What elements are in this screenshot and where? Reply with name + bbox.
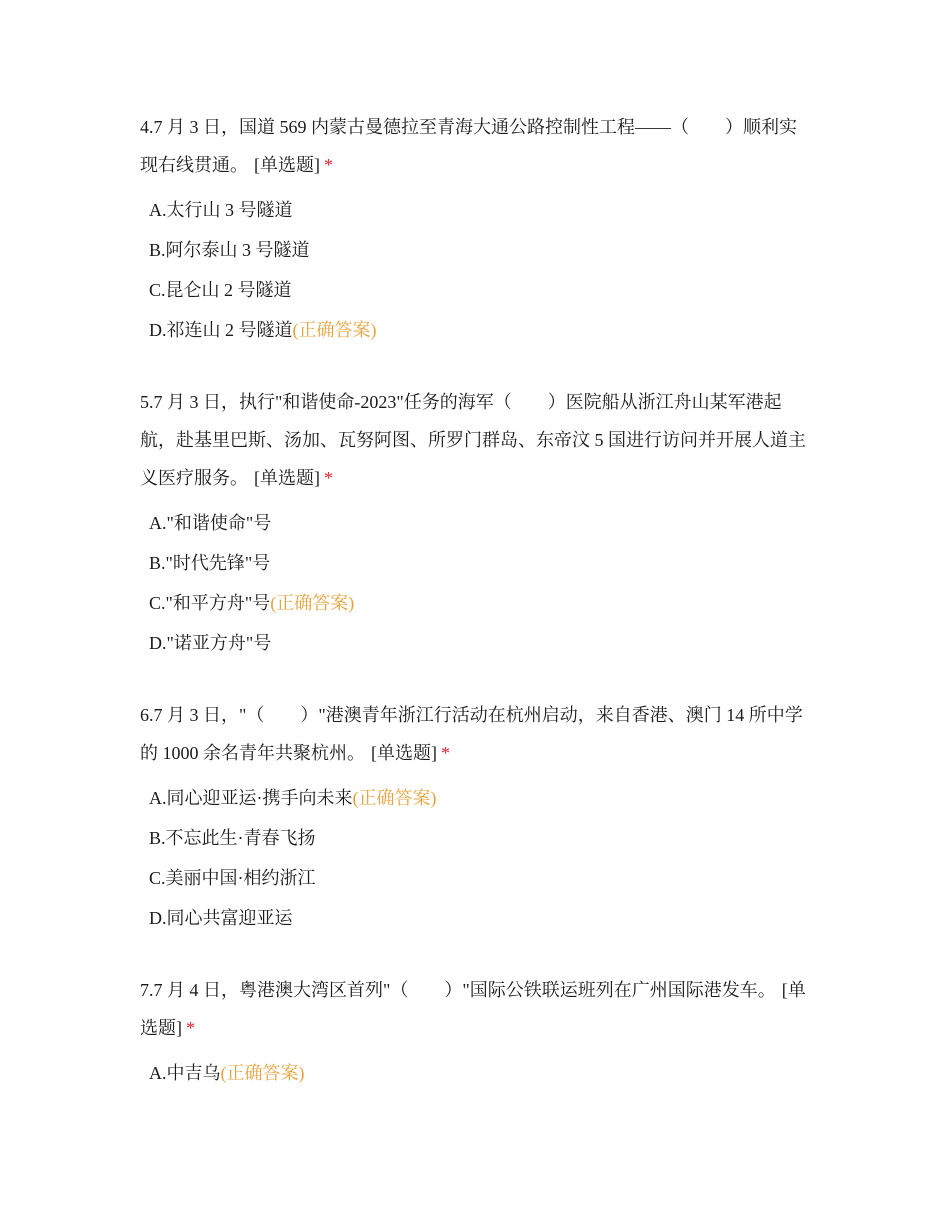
question-text — [140, 971, 812, 1047]
option-d[interactable] — [140, 310, 812, 350]
question-type: [单选题] — [371, 743, 437, 763]
option-label: C.美丽中国·相约浙江 — [149, 868, 316, 888]
option-label: C.昆仑山 2 号隧道 — [149, 280, 292, 300]
option-d[interactable] — [140, 623, 812, 663]
question-type: [单选题] — [254, 155, 320, 175]
question-5 — [140, 383, 812, 663]
question-7 — [140, 971, 812, 1093]
correct-answer-mark: (正确答案) — [352, 788, 437, 808]
option-label: C."和平方舟"号 — [149, 593, 271, 613]
option-label: A.太行山 3 号隧道 — [149, 200, 293, 220]
option-label: D.祁连山 2 号隧道 — [149, 320, 293, 340]
option-a[interactable] — [140, 778, 812, 818]
option-label: A."和谐使命"号 — [149, 513, 272, 533]
option-b[interactable] — [140, 818, 812, 858]
question-stem: 4.7 月 3 日，国道 569 内蒙古曼德拉至青海大通公路控制性工程——（ ）顺利实现右线贯通。 — [140, 117, 797, 175]
question-type: [单选题] — [140, 980, 806, 1038]
question-stem: 7.7 月 4 日，粤港澳大湾区首列"（ ）"国际公铁联运班列在广州国际港发车。 — [140, 980, 776, 1000]
option-c[interactable] — [140, 270, 812, 310]
option-b[interactable] — [140, 230, 812, 270]
option-a[interactable] — [140, 1053, 812, 1093]
correct-answer-mark: (正确答案) — [292, 320, 377, 340]
required-marker: * — [186, 1018, 195, 1038]
question-4 — [140, 108, 812, 350]
option-a[interactable] — [140, 503, 812, 543]
option-label: D.同心共富迎亚运 — [149, 908, 293, 928]
option-d[interactable] — [140, 898, 812, 938]
option-label: B."时代先锋"号 — [149, 553, 271, 573]
option-label: A.中吉乌 — [149, 1063, 221, 1083]
question-6 — [140, 696, 812, 938]
option-a[interactable] — [140, 190, 812, 230]
required-marker: * — [324, 468, 333, 488]
quiz-page — [140, 108, 812, 1126]
question-type: [单选题] — [254, 468, 320, 488]
question-text — [140, 108, 812, 184]
correct-answer-mark: (正确答案) — [270, 593, 355, 613]
option-c[interactable] — [140, 858, 812, 898]
option-label: B.不忘此生·青春飞扬 — [149, 828, 316, 848]
correct-answer-mark: (正确答案) — [220, 1063, 305, 1083]
question-text — [140, 383, 812, 497]
question-text — [140, 696, 812, 772]
required-marker: * — [441, 743, 450, 763]
required-marker: * — [324, 155, 333, 175]
option-label: B.阿尔泰山 3 号隧道 — [149, 240, 310, 260]
option-c[interactable] — [140, 583, 812, 623]
option-label: A.同心迎亚运·携手向未来 — [149, 788, 353, 808]
question-stem: 6.7 月 3 日，"（ ）"港澳青年浙江行活动在杭州启动，来自香港、澳门 14 所中学的 1000 余名青年共聚杭州。 — [140, 705, 803, 763]
question-stem: 5.7 月 3 日，执行"和谐使命-2023"任务的海军（ ）医院船从浙江舟山某军港起航，赴基里巴斯、汤加、瓦努阿图、所罗门群岛、东帝汶 5 国进行访问并开展人道主义医疗服务。 — [140, 392, 806, 488]
option-b[interactable] — [140, 543, 812, 583]
option-label: D."诺亚方舟"号 — [149, 633, 272, 653]
